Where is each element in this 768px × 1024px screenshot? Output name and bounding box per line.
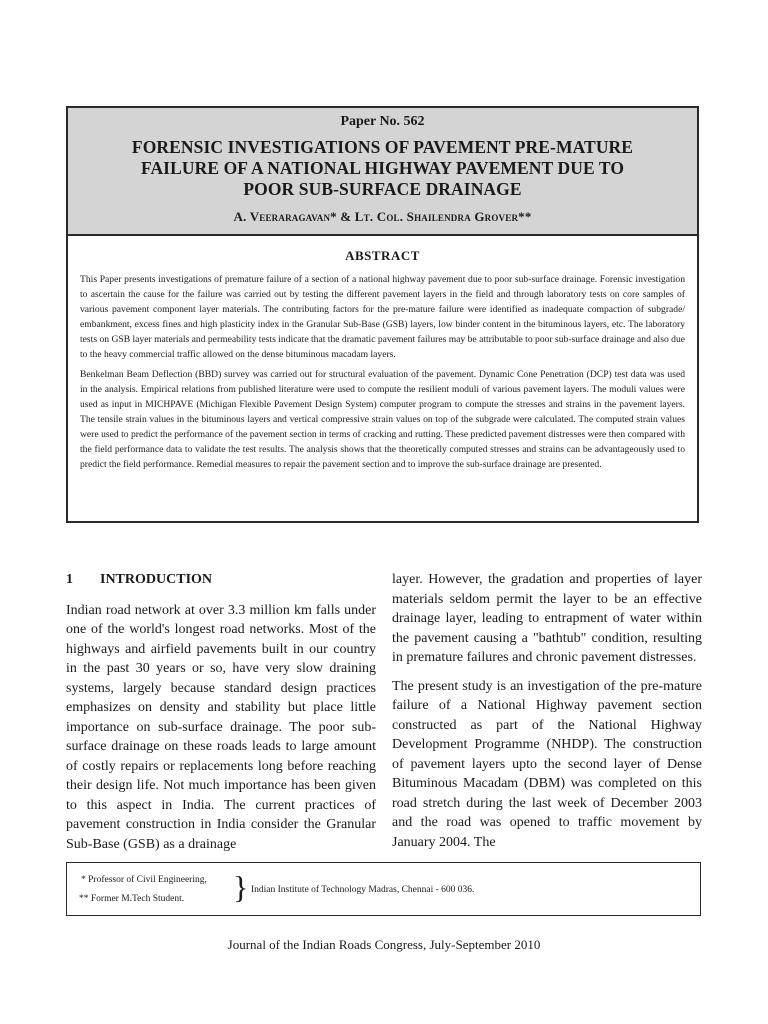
footnote-author-2: ** Former M.Tech Student. [79, 894, 185, 904]
title-line: FAILURE OF A NATIONAL HIGHWAY PAVEMENT DUE TO [140, 158, 625, 178]
journal-footer: Journal of the Indian Roads Congress, July-September 2010 [227, 937, 541, 952]
abstract-section [68, 248, 697, 472]
title-line: FORENSIC INVESTIGATIONS OF PAVEMENT PRE-MATURE [131, 137, 634, 157]
abstract-paragraph: Benkelman Beam Deflection (BBD) survey was carried out for structural evaluation of the pavement. Dynamic Cone Penetration (DCP) test data was used in the analysis. Empirical relations from published literature were used to compute the resilient moduli of various pavement layers. The moduli values were used as input in MICHPAVE (Michigan Flexible Pavement Design System) computer program to compute the stresses and strains in the pavement layers. The tensile strain values in the bituminous layers and vertical compressive strain values on top of the subgrade were calculated. The computed strain values were used to predict the performance of the pavement section in terms of cracking and rutting. These predicted pavement distresses were then compared with the field performance data to validate the test results. The analysis shows that the theoretically computed stresses and strains can be advantageously used to predict the field performance. Remedial measures to repair the pavement section and to improve the sub-surface drainage are presented. [80, 369, 685, 470]
footnote-box [66, 862, 701, 916]
paper-title [68, 137, 697, 200]
title-block [68, 108, 697, 236]
paper-header-box [66, 106, 699, 523]
abstract-paragraph: This Paper presents investigations of premature failure of a section of a national highway pavement due to poor sub-surface drainage. Forensic investigation to ascertain the cause for the failure was carried out by testing the different pavement layers in the field and through laboratory tests on core samples of various pavement component layer materials. The contributing factors for the pre-mature failure were identified as inadequate compaction of subgrade/ embankment, excess fines and high plasticity index in the Granular Sub-Base (GSB) layers, low binder content in the bituminous layers, etc. The laboratory tests on GSB layer materials and permeability tests indicate that the dramatic pavement failures may be attributable to poor sub-surface drainage and also due to the heavy commercial traffic allowed on the dense bituminous macadam layers. [80, 274, 686, 360]
section-title: INTRODUCTION [100, 572, 213, 587]
section-heading [66, 570, 376, 590]
body-paragraph: layer. However, the gradation and properties of layer materials seldom permit the layer to be an effective drainage layer, leading to entrapment of water within the pavement causing a "bathtub" condition, resulting in premature failures and chronic pavement distresses. [392, 572, 702, 665]
abstract-heading: ABSTRACT [345, 248, 420, 263]
authors: A. Veeraragavan* & Lt. Col. Shailendra Grover** [233, 209, 532, 224]
title-line: POOR SUB-SURFACE DRAINAGE [243, 179, 522, 199]
body-paragraph: Indian road network at over 3.3 million km falls under one of the world's longest road networks. Most of the highways and airfield pavements built in our country in the past 30 years or so, have very slow draining systems, largely because standard design practices emphasizes on density and stability but place little importance on sub-surface drainage. The poor sub-surface drainage on these roads leads to large amount of costly repairs or replacements long before reaching their design life. Not much importance has been given to this aspect in India. The current practices of pavement construction in India consider the Granular Sub-Base (GSB) as a drainage [66, 602, 376, 852]
left-column [66, 570, 376, 863]
brace-icon: } [233, 869, 249, 905]
section-number: 1 [66, 572, 73, 587]
body-paragraph: The present study is an investigation of the pre-mature failure of a National Highway pavement section constructed as part of the National Highway Development Programme (NHDP). The construction of pavement layers upto the second layer of Dense Bituminous Macadam (DBM) was completed on this road stretch during the last week of December 2003 and the road was opened to traffic movement by January 2004. The [392, 678, 702, 850]
footnote-author-1: * Professor of Civil Engineering, [81, 875, 207, 885]
paper-number: Paper No. 562 [340, 114, 425, 129]
right-column [392, 570, 702, 861]
footnote-affiliation: Indian Institute of Technology Madras, Chennai - 600 036. [251, 885, 475, 895]
